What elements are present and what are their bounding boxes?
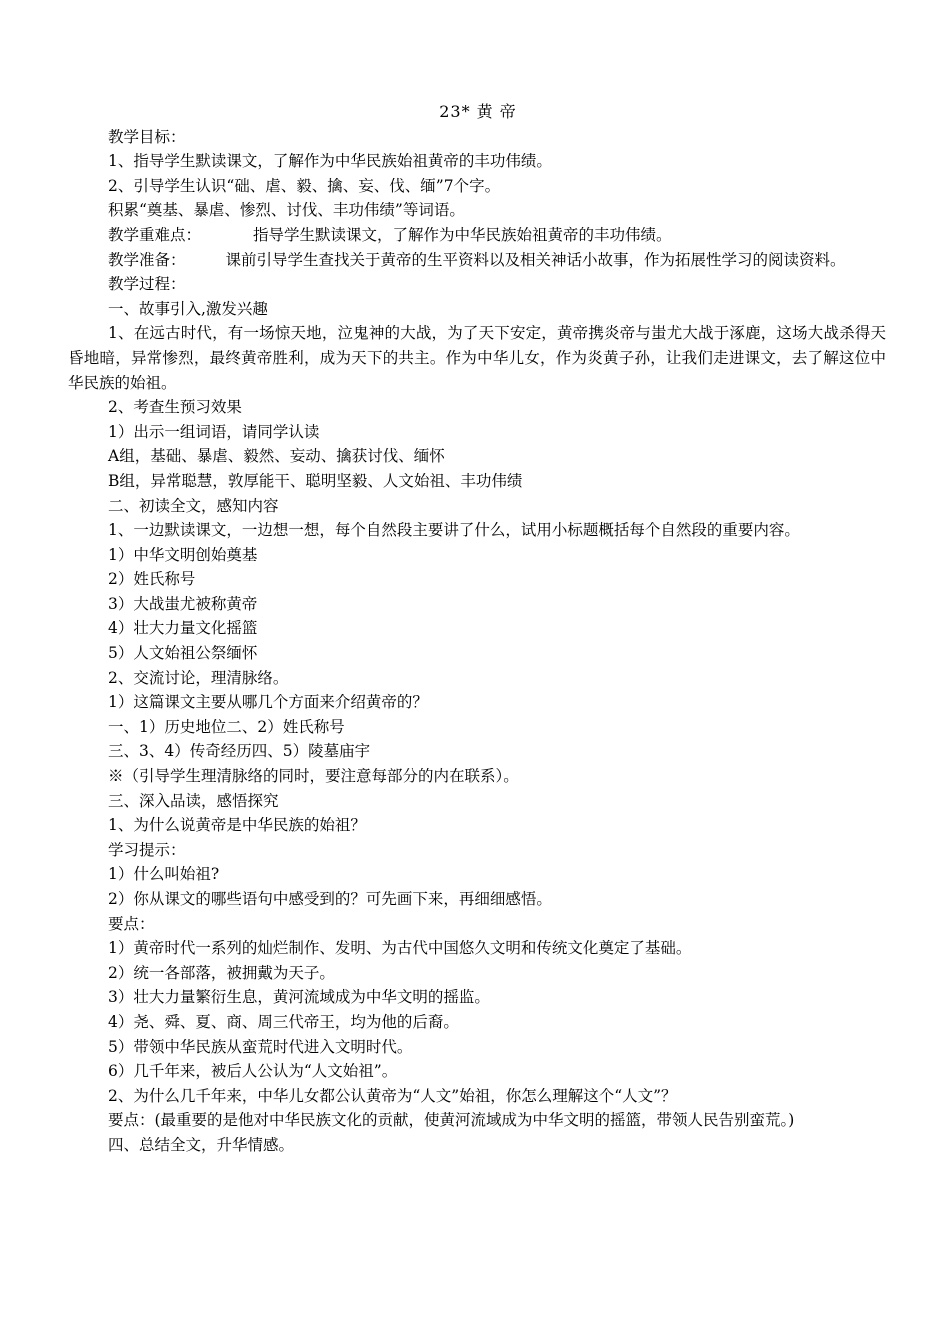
document-page — [68, 100, 886, 1158]
objective-item: 2、引导学生认识“础、虐、毅、擒、妄、伐、缅”7个字。 — [108, 176, 501, 195]
key-points-paragraph — [68, 223, 886, 248]
preparation-text: 课前引导学生查找关于黄帝的生平资料以及相关神话小故事，作为拓展性学习的阅读资料。 — [225, 250, 846, 269]
list-item: 4）壮大力量文化摇篮 — [108, 619, 258, 638]
paragraph: 1）出示一组词语，请同学认读 — [108, 422, 320, 441]
list-item: 2）统一各部落，被拥戴为天子。 — [108, 963, 335, 982]
list-item: 5）带领中华民族从蛮荒时代进入文明时代。 — [108, 1037, 413, 1056]
section-heading: 二、初读全文，感知内容 — [108, 496, 279, 515]
list-item: 2）姓氏称号 — [108, 570, 196, 589]
key-points-label: 教学重难点： — [108, 225, 202, 244]
paragraph: 1）这篇课文主要从哪几个方面来介绍黄帝的？ — [108, 693, 428, 712]
word-group-a: A组，基础、暴虐、毅然、妄动、擒获讨伐、缅怀 — [108, 447, 445, 466]
paragraph: 一、1）历史地位二、2）姓氏称号 — [108, 717, 345, 736]
objectives-heading: 教学目标： — [108, 127, 186, 146]
section-heading: 三、深入品读，感悟探究 — [108, 791, 279, 810]
list-item: 5）人文始祖公祭缅怀 — [108, 644, 258, 663]
paragraph: 1、在远古时代，有一场惊天地，泣鬼神的大战，为了天下安定，黄帝携炎帝与蚩尤大战于涿鹿，这场大战杀得天昏地暗，异常惨烈，最终黄帝胜利，成为天下的共主。作为中华儿女，作为炎黄子孙，让我们走进课文，去了解这位中华民族的始祖。 — [68, 324, 886, 392]
word-group-b: B组，异常聪慧，敦厚能干、聪明坚毅、人文始祖、丰功伟绩 — [108, 471, 523, 490]
key-label: 要点： — [108, 914, 155, 933]
list-item: 3）壮大力量繁衍生息，黄河流域成为中华文明的摇监。 — [108, 988, 490, 1007]
paragraph: 2、交流讨论，理清脉络。 — [108, 668, 289, 687]
paragraph: 1、为什么说黄帝是中华民族的始祖？ — [108, 816, 366, 835]
note-paragraph: ※（引导学生理清脉络的同时，要注意每部分的内在联系）。 — [108, 767, 519, 786]
section-heading: 一、故事引入,激发兴趣 — [108, 299, 268, 318]
list-item: 6）几千年来，被后人公认为“人文始祖”。 — [108, 1062, 398, 1081]
key-points-text: 指导学生默读课文，了解作为中华民族始祖黄帝的丰功伟绩。 — [253, 225, 672, 244]
objective-item: 积累“奠基、暴虐、惨烈、讨伐、丰功伟绩”等词语。 — [108, 201, 465, 220]
process-heading: 教学过程： — [108, 275, 186, 294]
paragraph: 要点：(最重要的是他对中华民族文化的贡献，使黄河流域成为中华文明的摇篮，带领人民告别蛮荒。) — [108, 1111, 795, 1130]
paragraph: 1、一边默读课文，一边想一想，每个自然段主要讲了什么，试用小标题概括每个自然段的重要内容。 — [108, 521, 800, 540]
list-item: 2）你从课文的哪些语句中感受到的？可先画下来，再细细感悟。 — [108, 890, 552, 908]
list-item: 1）什么叫始祖? — [108, 865, 220, 884]
section-heading: 四、总结全文，升华情感。 — [108, 1135, 295, 1154]
list-item: 3）大战蚩尤被称黄帝 — [108, 594, 258, 613]
preparation-paragraph — [68, 248, 886, 273]
preparation-label: 教学准备： — [108, 250, 186, 269]
document-title: 23* 黄 帝 — [439, 102, 517, 121]
paragraph: 2、考查生预习效果 — [108, 398, 242, 417]
hint-label: 学习提示： — [108, 840, 186, 859]
paragraph: 三、3、4）传奇经历四、5）陵墓庙宇 — [108, 742, 371, 761]
list-item: 4）尧、舜、夏、商、周三代帝王，均为他的后裔。 — [108, 1012, 459, 1031]
paragraph: 2、为什么几千年来，中华儿女都公认黄帝为“人文”始祖，你怎么理解这个“人文”？ — [108, 1086, 677, 1105]
list-item: 1）黄帝时代一系列的灿烂制作、发明、为古代中国悠久文明和传统文化奠定了基础。 — [108, 939, 692, 958]
list-item: 1）中华文明创始奠基 — [108, 545, 258, 564]
objective-item: 1、指导学生默读课文，了解作为中华民族始祖黄帝的丰功伟绩。 — [108, 152, 552, 171]
